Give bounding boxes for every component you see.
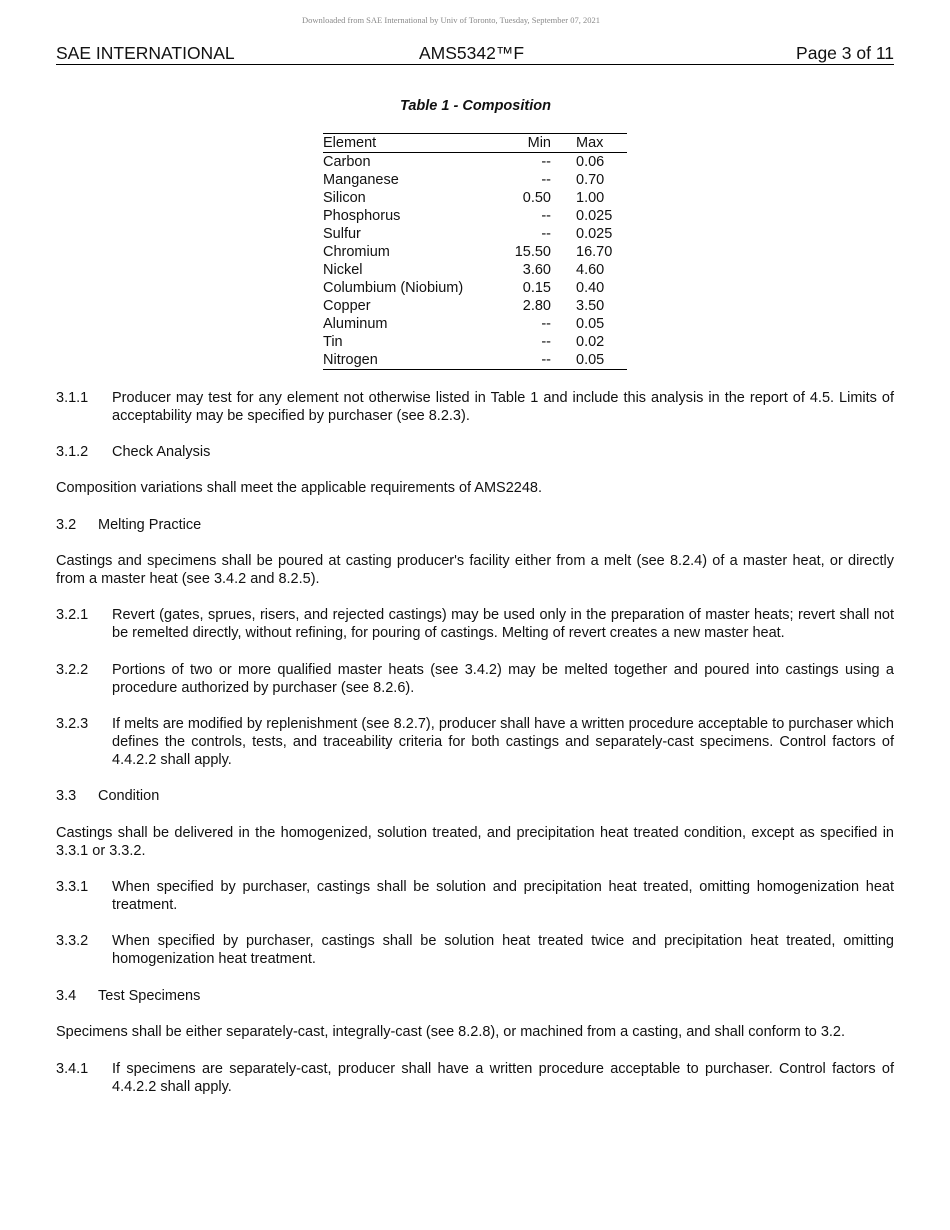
cell-min: -- [541,172,551,188]
cell-element: Columbium (Niobium) [323,280,464,296]
section-3-2-heading [56,516,201,534]
cell-min: -- [541,334,551,350]
section-number: 3.3 [56,788,77,804]
table-row [323,225,627,243]
cell-element: Aluminum [323,316,388,332]
paragraph-test-specimens: Specimens shall be either separately-cast, integrally-cast (see 8.2.8), or machined from a casting, and shall conform to 3.2. [56,1024,846,1040]
section-title: Condition [98,788,160,804]
table-row [323,351,627,370]
cell-min: 0.15 [522,280,551,296]
clause-text: Producer may test for any element not otherwise listed in Table 1 and include this analysis in the report of 4.5. Limits of acceptability may be specified by purchaser (see 8.2.3). [112,390,894,424]
cell-max: 0.40 [576,280,605,296]
header-page-number: Page 3 of 11 [796,43,894,63]
cell-max: 0.06 [576,154,605,170]
cell-min: -- [503,351,551,370]
table-row [323,189,627,207]
paragraph-melting-practice: Castings and specimens shall be poured at casting producer's facility either from a melt (see 8.2.4) of a master heat, or directly from a master heat (see 3.4.2 and 8.2.5). [56,553,894,587]
cell-element: Sulfur [323,226,361,242]
table-row [323,153,627,172]
cell-min: 3.60 [522,262,551,278]
header-organization: SAE INTERNATIONAL [56,43,235,63]
cell-element: Tin [323,334,343,350]
table-row [323,279,627,297]
clause-number: 3.4.1 [56,1061,89,1077]
table-header-row [323,134,627,153]
cell-max: 1.00 [576,190,605,206]
cell-max: 16.70 [576,244,613,260]
clause-text: If specimens are separately-cast, producer shall have a written procedure acceptable to purchaser. Control factors of 4.4.2.2 shall apply. [112,1061,894,1095]
section-3-3-heading [56,787,159,805]
cell-max: 4.60 [576,262,605,278]
column-header-min: Min [503,134,551,153]
table-row [323,243,627,261]
cell-min: -- [541,316,551,332]
section-title: Test Specimens [98,988,201,1004]
cell-min: -- [541,226,551,242]
cell-max: 0.05 [576,316,605,332]
clause-number: 3.2.3 [56,716,89,732]
cell-element: Nitrogen [323,351,503,370]
cell-element: Manganese [323,172,399,188]
clause-text: If melts are modified by replenishment (see 8.2.7), producer shall have a written procedure acceptable to purchaser which defines the controls, tests, and traceability criteria for both castings and separately-cast specimens. Control factors of 4.4.2.2 shall apply. [112,716,894,768]
table-row [323,261,627,279]
page-header [56,43,894,65]
clause-3-2-1 [56,606,894,642]
table-row [323,297,627,315]
clause-text: When specified by purchaser, castings shall be solution and precipitation heat treated, omitting homogenization heat treatment. [112,879,894,913]
cell-max: 0.02 [576,334,605,350]
clause-number: 3.2.2 [56,662,89,678]
table-row [323,333,627,351]
cell-min: 0.50 [522,190,551,206]
clause-number: 3.3.1 [56,879,89,895]
clause-number: 3.1.2 [56,444,89,460]
section-3-4-heading [56,987,200,1005]
cell-min: -- [541,208,551,224]
table-row [323,207,627,225]
clause-3-3-2 [56,932,894,968]
table-row [323,171,627,189]
clause-3-2-2 [56,661,894,697]
column-header-max: Max [551,134,627,153]
table-title: Table 1 - Composition [400,98,551,114]
section-title: Melting Practice [98,517,202,533]
clause-number: 3.3.2 [56,933,89,949]
cell-max: 0.05 [551,351,627,370]
paragraph-check-analysis: Composition variations shall meet the applicable requirements of AMS2248. [56,480,543,496]
download-watermark: Downloaded from SAE International by Univ of Toronto, Tuesday, September 07, 2021 [301,15,601,25]
cell-min: 2.80 [522,298,551,314]
composition-table [323,133,627,370]
clause-text: Revert (gates, sprues, risers, and rejected castings) may be used only in the preparation of master heats; revert shall not be remelted directly, without refining, for pouring of castings. Melting of revert creates a new master heat. [112,607,894,641]
cell-element: Carbon [323,154,371,170]
cell-element: Copper [323,298,371,314]
clause-3-2-3 [56,715,894,769]
cell-max: 0.025 [576,226,613,242]
cell-min: -- [541,154,551,170]
cell-max: 3.50 [576,298,605,314]
clause-3-1-1 [56,389,894,425]
cell-min: 15.50 [514,244,551,260]
cell-element: Chromium [323,244,390,260]
clause-3-4-1 [56,1060,894,1096]
clause-heading: Check Analysis [112,444,211,460]
clause-text: When specified by purchaser, castings shall be solution heat treated twice and precipitation heat treated, omitting homogenization heat treatment. [112,933,894,967]
cell-element: Phosphorus [323,208,401,224]
clause-text: Portions of two or more qualified master heats (see 3.4.2) may be melted together and poured into castings using a procedure authorized by purchaser (see 8.2.6). [112,662,894,696]
header-document-number: AMS5342™F [419,43,525,63]
clause-3-1-2-heading [56,443,894,461]
cell-max: 0.025 [576,208,613,224]
section-number: 3.4 [56,988,77,1004]
clause-3-3-1 [56,878,894,914]
section-number: 3.2 [56,517,77,533]
cell-element: Silicon [323,190,366,206]
clause-number: 3.1.1 [56,390,89,406]
table-row [323,315,627,333]
paragraph-condition: Castings shall be delivered in the homogenized, solution treated, and precipitation heat treated condition, except as specified in 3.3.1 or 3.3.2. [56,825,894,859]
cell-max: 0.70 [576,172,605,188]
cell-element: Nickel [323,262,363,278]
clause-number: 3.2.1 [56,607,89,623]
column-header-element: Element [323,134,503,153]
